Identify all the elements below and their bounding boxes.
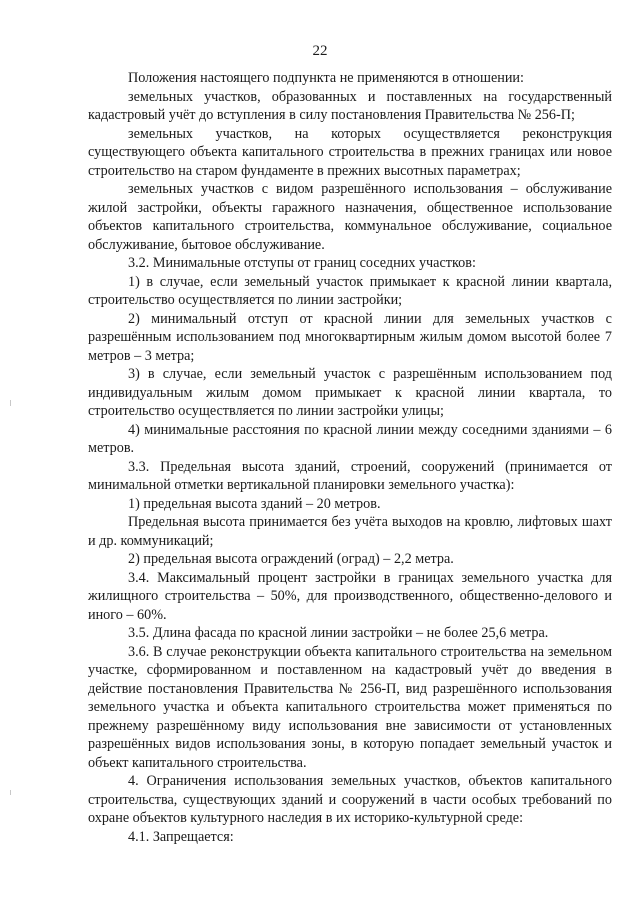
paragraph: 3.6. В случае реконструкции объекта капитального строительства на земельном участке, сформированном и поставленном на кадастровый учёт до введения в действие постановления Правительства № 256-П, вид разрешённого использования земельного участка и объекта капитального строительства может применяться по прежнему разрешённому виду использования вне зависимости от установленных разрешённых видов использования зоны, в которую попадает земельный участок и объект капитального строительства.: [88, 643, 612, 771]
document-body: [88, 69, 612, 846]
paragraph: 1) предельная высота зданий – 20 метров.: [128, 495, 381, 512]
paragraph: 3.4. Максимальный процент застройки в границах земельного участка для жилищного строительства – 50%, для производственного, общественно-делового и иного – 60%.: [88, 569, 612, 623]
scan-margin-mark: [10, 790, 11, 795]
scan-margin-mark: [10, 400, 11, 406]
paragraph: земельных участков, на которых осуществляется реконструкция существующего объекта капитального строительства в прежних границах или новое строительство на старом фундаменте в прежних высотных параметрах;: [88, 125, 612, 179]
paragraph: 3.5. Длина фасада по красной линии застройки – не более 25,6 метра.: [128, 625, 549, 641]
paragraph: 2) предельная высота ограждений (оград) – 2,2 метра.: [128, 551, 454, 567]
paragraph: Предельная высота принимается без учёта выходов на кровлю, лифтовых шахт и др. коммуникаций;: [88, 514, 612, 549]
paragraph: 3) в случае, если земельный участок с разрешённым использованием под индивидуальным жилым домом примыкает к красной линии квартала, то строительство осуществляется по линии застройки улицы;: [88, 366, 612, 419]
paragraph: 3.2. Минимальные отступы от границ соседних участков:: [128, 255, 476, 271]
page-number: 22: [312, 43, 328, 59]
paragraph: 2) минимальный отступ от красной линии для земельных участков с разрешённым использованием под многоквартирным жилым домом высотой более 7 метров – 3 метра;: [88, 310, 612, 364]
paragraph: Положения настоящего подпункта не применяются в отношении:: [128, 70, 524, 86]
paragraph: 4. Ограничения использования земельных участков, объектов капитального строительства, существующих зданий и сооружений в части особых требований по охране объектов культурного наследия в их историко-культурной среде:: [88, 773, 612, 826]
paragraph: 4) минимальные расстояния по красной линии между соседними зданиями – 6 метров.: [88, 421, 612, 456]
paragraph: 3.3. Предельная высота зданий, строений, сооружений (принимается от минимальной отметки вертикальной планировки земельного участка):: [88, 458, 612, 493]
paragraph: 1) в случае, если земельный участок примыкает к красной линии квартала, строительство осуществляется по линии застройки;: [88, 273, 612, 308]
paragraph: земельных участков с видом разрешённого использования – обслуживание жилой застройки, объекты гаражного назначения, общественное использование объектов капитального строительства, коммунальное обслуживание, социальное обслуживание, бытовое обслуживание.: [88, 181, 612, 253]
paragraph: земельных участков, образованных и поставленных на государственный кадастровый учёт до вступления в силу постановления Правительства № 256-П;: [88, 88, 612, 123]
paragraph: 4.1. Запрещается:: [128, 828, 234, 845]
